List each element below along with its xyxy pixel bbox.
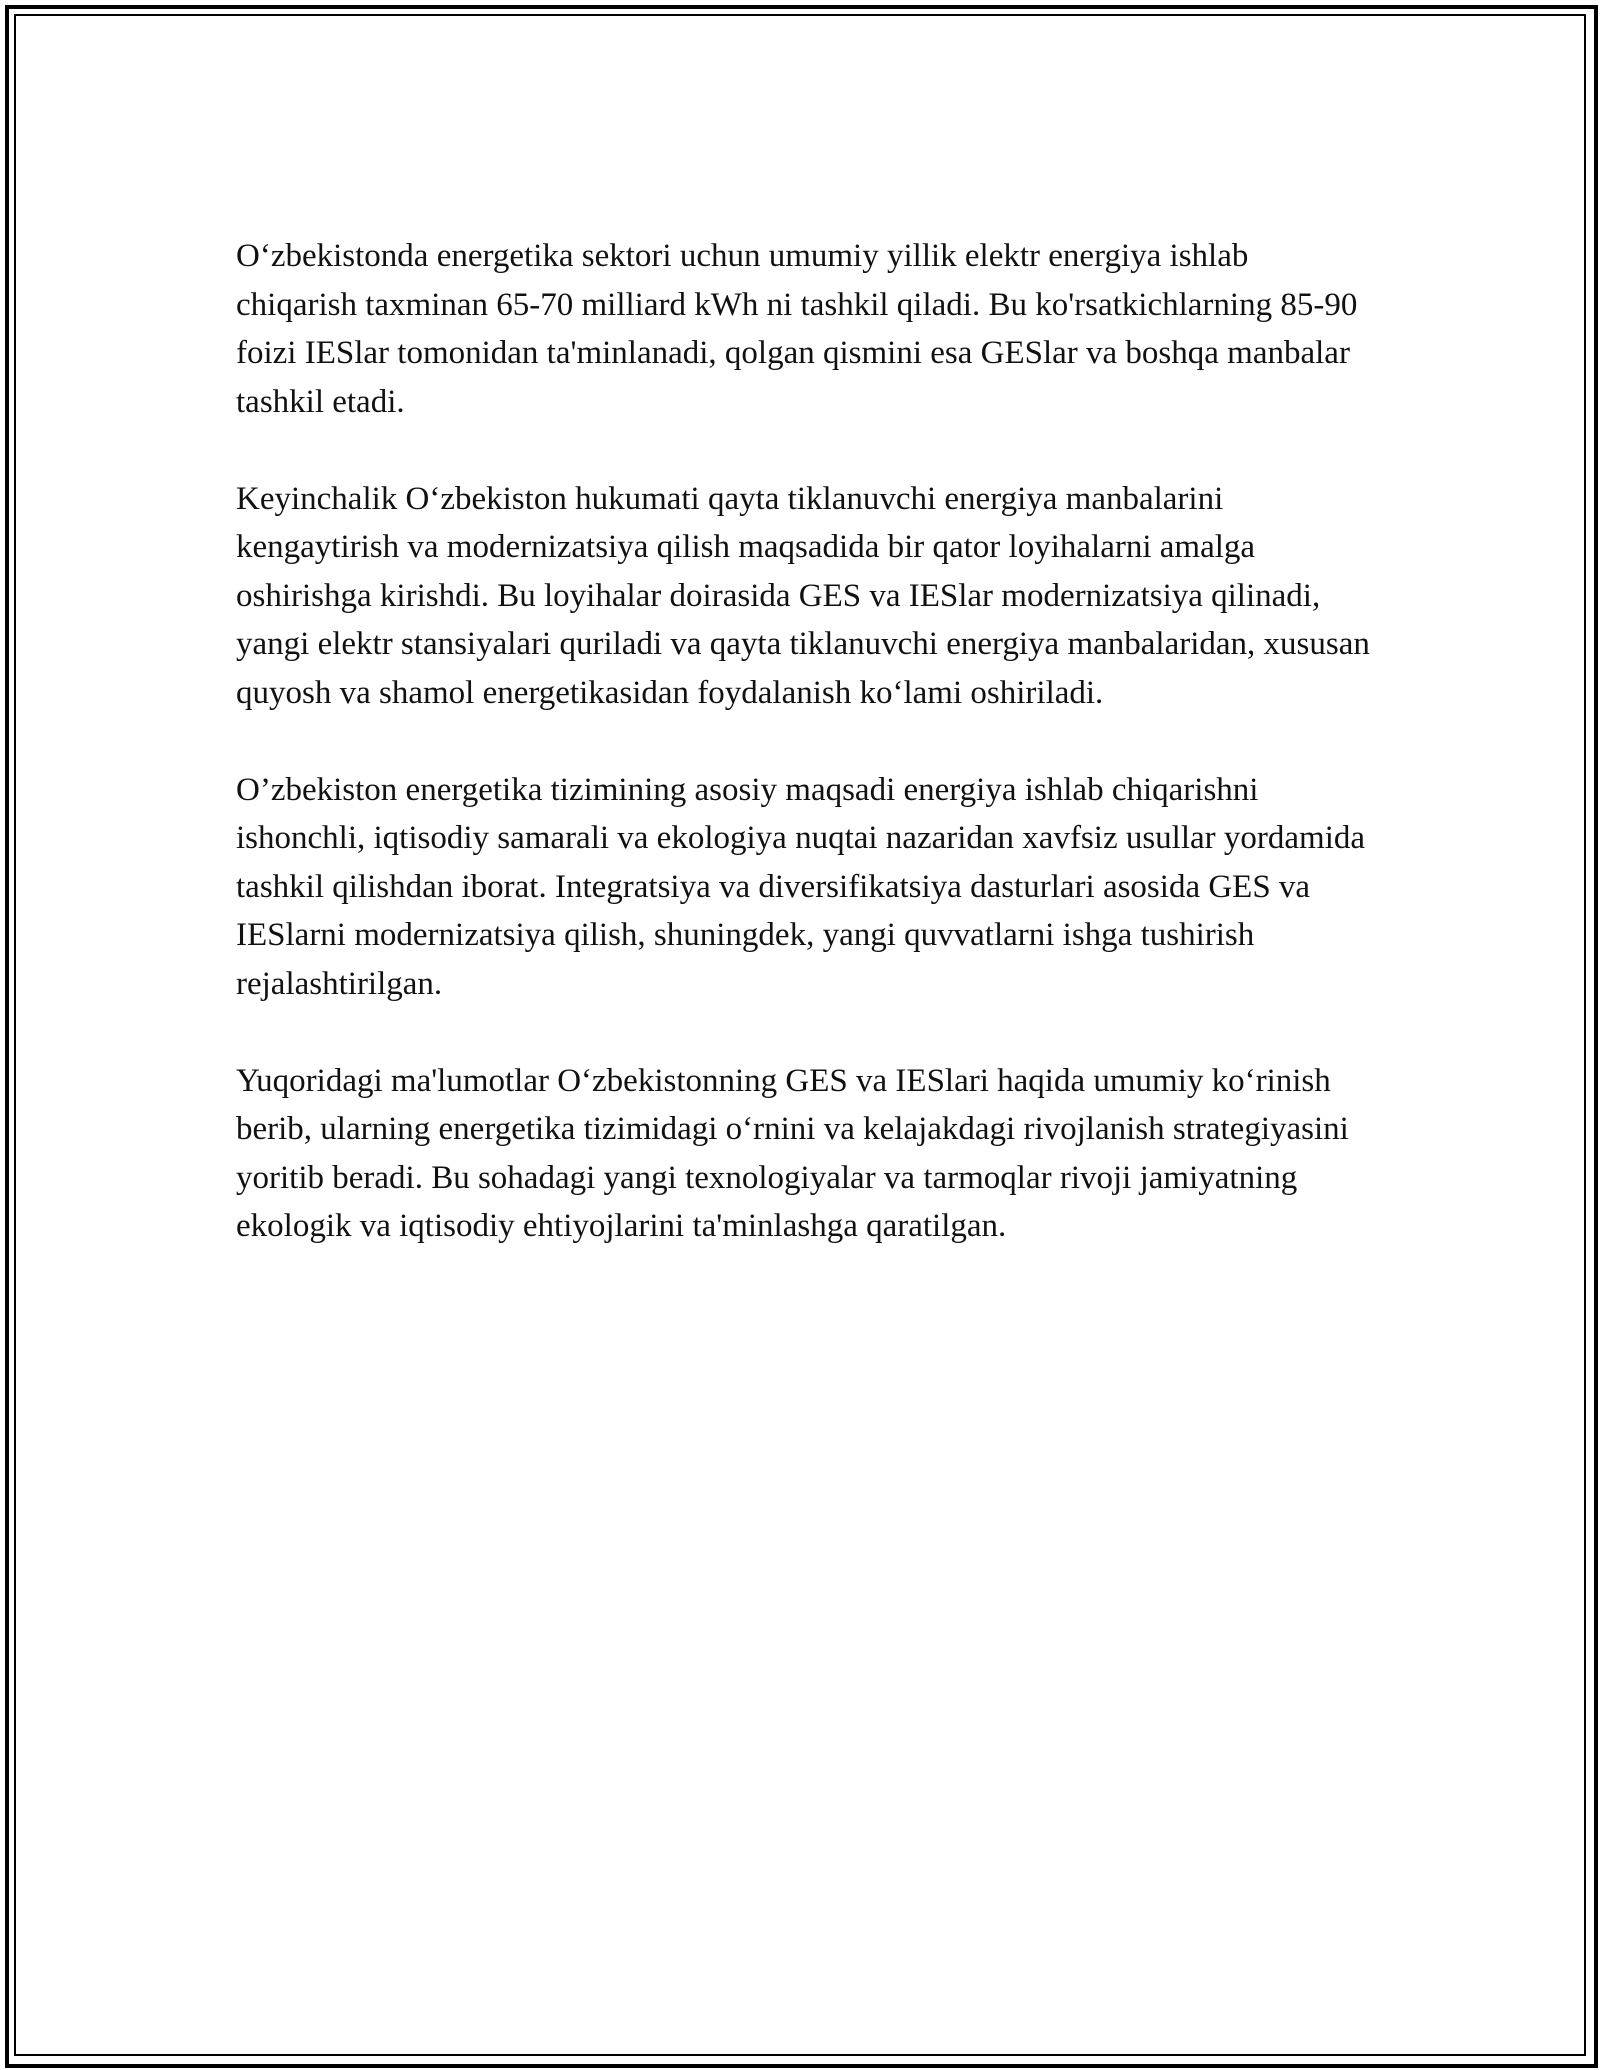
document-body <box>236 232 1376 1251</box>
paragraph-2: Keyinchalik O‘zbekiston hukumati qayta tiklanuvchi energiya manbalarini kengaytirish va modernizatsiya qilish maqsadida bir qator loyihalarni amalga oshirishga kirishdi. Bu loyihalar doirasida GES va IESlar modernizatsiya qilinadi, yangi elektr stansiyalari quriladi va qayta tiklanuvchi energiya manbalaridan, xususan quyosh va shamol energetikasidan foydalanish ko‘lami oshiriladi. <box>236 480 1370 711</box>
paragraph-4: Yuqoridagi ma'lumotlar O‘zbekistonning GES va IESlari haqida umumiy ko‘rinish berib, ularning energetika tizimidagi o‘rnini va kelajakdagi rivojlanish strategiyasini yoritib beradi. Bu sohadagi yangi texnologiyalar va tarmoqlar rivoji jamiyatning ekologik va iqtisodiy ehtiyojlarini ta'minlashga qaratilgan. <box>236 1062 1349 1244</box>
paragraph-3: O’zbekiston energetika tizimining asosiy maqsadi energiya ishlab chiqarishni ishonchli, iqtisodiy samarali va ekologiya nuqtai nazaridan xavfsiz usullar yordamida tashkil qilishdan iborat. Integratsiya va diversifikatsiya dasturlari asosida GES va IESlarni modernizatsiya qilish, shuningdek, yangi quvvatlarni ishga tushirish rejalashtirilgan. <box>236 771 1366 1002</box>
paragraph-1: O‘zbekistonda energetika sektori uchun umumiy yillik elektr energiya ishlab chiqarish taxminan 65-70 milliard kWh ni tashkil qiladi. Bu ko'rsatkichlarning 85-90 foizi IESlar tomonidan ta'minlanadi, qolgan qismini esa GESlar va boshqa manbalar tashkil etadi. <box>236 238 1358 420</box>
